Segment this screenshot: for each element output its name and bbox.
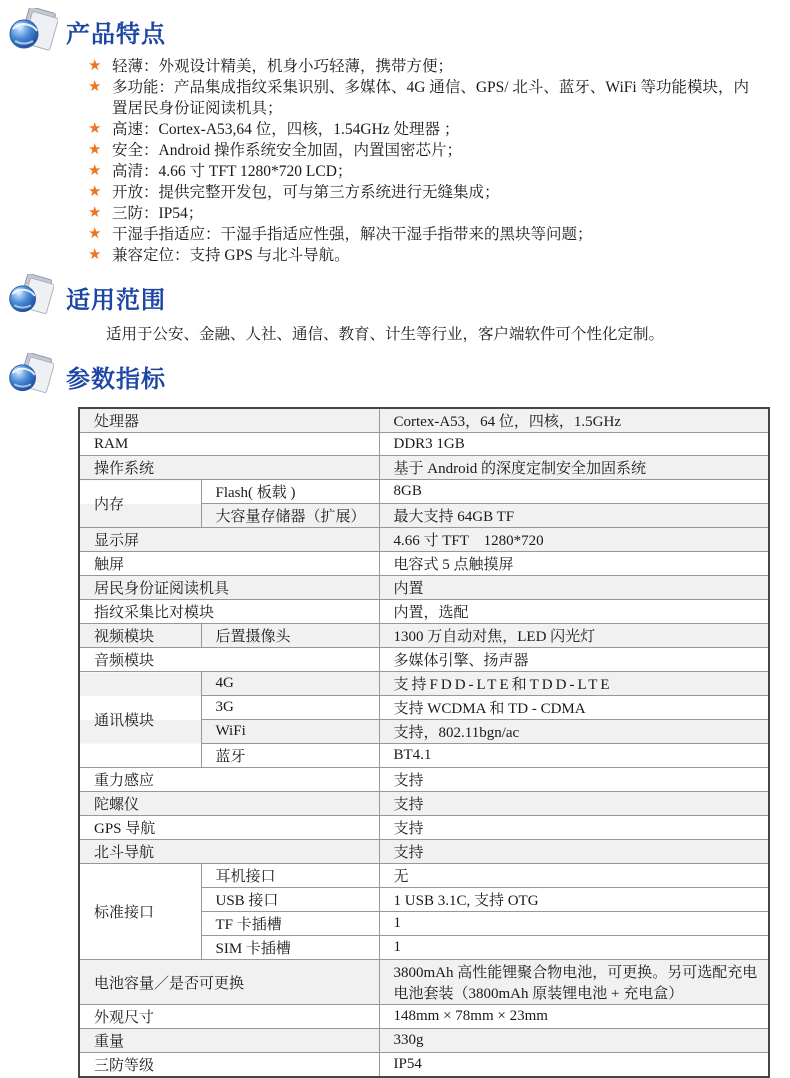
features-section-header <box>6 8 790 54</box>
section-title-scope: 适用范围 <box>66 286 166 314</box>
section-title-features: 产品特点 <box>66 20 166 48</box>
spec-sublabel-cell: 耳机接口 <box>201 864 379 888</box>
feature-item <box>88 224 756 245</box>
spec-row <box>79 648 769 672</box>
star-icon: ★ <box>88 247 102 263</box>
spec-row <box>79 792 769 816</box>
spec-sublabel-cell: 4G <box>201 672 379 696</box>
spec-group-cell: 内存 <box>79 480 201 528</box>
feature-item <box>88 140 756 161</box>
spec-sublabel-cell: SIM 卡插槽 <box>201 936 379 960</box>
spec-row <box>79 1005 769 1029</box>
spec-label-cell: 陀螺仪 <box>79 792 379 816</box>
spec-row <box>79 768 769 792</box>
specs-section-header <box>6 353 790 399</box>
feature-item <box>88 182 756 203</box>
spec-value-cell: 支持 <box>379 816 769 840</box>
feature-text: 多功能：产品集成指纹采集识别、多媒体、4G 通信、GPS/ 北斗、蓝牙、WiFi 等功能模块，内置居民身份证阅读机具； <box>112 79 750 117</box>
spec-value-cell: 支持FDD-LTE和TDD-LTE <box>379 672 769 696</box>
spec-value-cell: 330g <box>379 1029 769 1053</box>
spec-label-cell: 电池容量／是否可更换 <box>79 960 379 1005</box>
spec-value-cell: 支持 <box>379 768 769 792</box>
spec-row <box>79 528 769 552</box>
spec-sublabel-cell: 蓝牙 <box>201 744 379 768</box>
spec-value-cell: 8GB <box>379 480 769 504</box>
spec-label-cell: 处理器 <box>79 408 379 433</box>
spec-value-cell: 多媒体引擎、扬声器 <box>379 648 769 672</box>
feature-text: 三防：IP54； <box>112 205 204 222</box>
spec-sublabel-cell: Flash( 板载 ) <box>201 480 379 504</box>
spec-value-cell: BT4.1 <box>379 744 769 768</box>
feature-text: 高速：Cortex-A53,64 位，四核，1.54GHz 处理器 ； <box>112 121 460 138</box>
spec-value-cell: DDR3 1GB <box>379 433 769 456</box>
spec-value-cell: 支持，802.11bgn/ac <box>379 720 769 744</box>
spec-value-cell: 支持 WCDMA 和 TD - CDMA <box>379 696 769 720</box>
spec-value-cell: 1 USB 3.1C, 支持 OTG <box>379 888 769 912</box>
spec-sublabel-cell: 大容量存储器（扩展） <box>201 504 379 528</box>
globe-book-icon <box>6 353 58 399</box>
spec-value-cell: 4.66 寸 TFT 1280*720 <box>379 528 769 552</box>
spec-value-cell: 内置，选配 <box>379 600 769 624</box>
feature-text: 兼容定位：支持 GPS 与北斗导航。 <box>112 247 350 264</box>
spec-value-cell: 支持 <box>379 792 769 816</box>
spec-value-cell: Cortex-A53，64 位，四核，1.5GHz <box>379 408 769 433</box>
spec-sublabel-cell: 后置摄像头 <box>201 624 379 648</box>
spec-label-cell: 居民身份证阅读机具 <box>79 576 379 600</box>
spec-row <box>79 600 769 624</box>
spec-sublabel-cell: USB 接口 <box>201 888 379 912</box>
spec-table <box>78 407 770 1078</box>
feature-item <box>88 203 756 224</box>
spec-group-cell: 标准接口 <box>79 864 201 960</box>
feature-item <box>88 56 756 77</box>
spec-row <box>79 1053 769 1078</box>
spec-value-cell: 支持 <box>379 840 769 864</box>
spec-row <box>79 456 769 480</box>
star-icon: ★ <box>88 121 102 137</box>
feature-text: 轻薄：外观设计精美，机身小巧轻薄，携带方便； <box>112 58 454 75</box>
spec-label-cell: 重量 <box>79 1029 379 1053</box>
spec-value-cell: IP54 <box>379 1053 769 1078</box>
spec-value-cell: 1 <box>379 936 769 960</box>
spec-sublabel-cell: TF 卡插槽 <box>201 912 379 936</box>
spec-value-cell: 电容式 5 点触摸屏 <box>379 552 769 576</box>
star-icon: ★ <box>88 142 102 158</box>
spec-row <box>79 864 769 888</box>
spec-value-cell: 最大支持 64GB TF <box>379 504 769 528</box>
feature-text: 开放：提供完整开发包，可与第三方系统进行无缝集成； <box>112 184 500 201</box>
feature-text: 干湿手指适应：干湿手指适应性强，解决干湿手指带来的黑块等问题； <box>112 226 593 243</box>
star-icon: ★ <box>88 184 102 200</box>
spec-label-cell: 北斗导航 <box>79 840 379 864</box>
feature-item <box>88 119 756 140</box>
spec-value-cell: 无 <box>379 864 769 888</box>
spec-label-cell: RAM <box>79 433 379 456</box>
spec-label-cell: 操作系统 <box>79 456 379 480</box>
spec-row <box>79 552 769 576</box>
spec-row <box>79 480 769 504</box>
scope-paragraph: 适用于公安、金融、人社、通信、教育、计生等行业，客户端软件可个性化定制。 <box>106 326 665 343</box>
spec-row <box>79 433 769 456</box>
globe-book-icon <box>6 274 58 320</box>
spec-label-cell: GPS 导航 <box>79 816 379 840</box>
feature-item <box>88 161 756 182</box>
spec-value-cell: 1 <box>379 912 769 936</box>
spec-sublabel-cell: 3G <box>201 696 379 720</box>
spec-group-cell: 视频模块 <box>79 624 201 648</box>
spec-value-cell: 基于 Android 的深度定制安全加固系统 <box>379 456 769 480</box>
star-icon: ★ <box>88 163 102 179</box>
spec-row <box>79 624 769 648</box>
star-icon: ★ <box>88 58 102 74</box>
spec-label-cell: 触屏 <box>79 552 379 576</box>
star-icon: ★ <box>88 79 102 95</box>
scope-section-header <box>6 274 790 320</box>
spec-group-cell: 通讯模块 <box>79 672 201 768</box>
spec-label-cell: 三防等级 <box>79 1053 379 1078</box>
spec-label-cell: 重力感应 <box>79 768 379 792</box>
feature-list <box>88 56 756 266</box>
spec-label-cell: 音频模块 <box>79 648 379 672</box>
section-title-specs: 参数指标 <box>66 365 166 393</box>
spec-value-cell: 3800mAh 高性能锂聚合物电池，可更换。另可选配充电电池套装（3800mAh 原装锂电池 + 充电盒） <box>379 960 769 1005</box>
feature-text: 高清：4.66 寸 TFT 1280*720 LCD； <box>112 163 353 180</box>
spec-value-cell: 148mm × 78mm × 23mm <box>379 1005 769 1029</box>
feature-item <box>88 245 756 266</box>
spec-row <box>79 1029 769 1053</box>
spec-row <box>79 672 769 696</box>
spec-row <box>79 408 769 433</box>
spec-value-cell: 1300 万自动对焦，LED 闪光灯 <box>379 624 769 648</box>
spec-value-cell: 内置 <box>379 576 769 600</box>
spec-row <box>79 576 769 600</box>
feature-item <box>88 77 756 119</box>
spec-sublabel-cell: WiFi <box>201 720 379 744</box>
spec-label-cell: 外观尺寸 <box>79 1005 379 1029</box>
globe-book-icon <box>6 8 58 54</box>
spec-label-cell: 指纹采集比对模块 <box>79 600 379 624</box>
star-icon: ★ <box>88 226 102 242</box>
feature-text: 安全：Android 操作系统安全加固，内置国密芯片； <box>112 142 463 159</box>
spec-row <box>79 840 769 864</box>
spec-label-cell: 显示屏 <box>79 528 379 552</box>
spec-row <box>79 960 769 1005</box>
star-icon: ★ <box>88 205 102 221</box>
spec-row <box>79 816 769 840</box>
